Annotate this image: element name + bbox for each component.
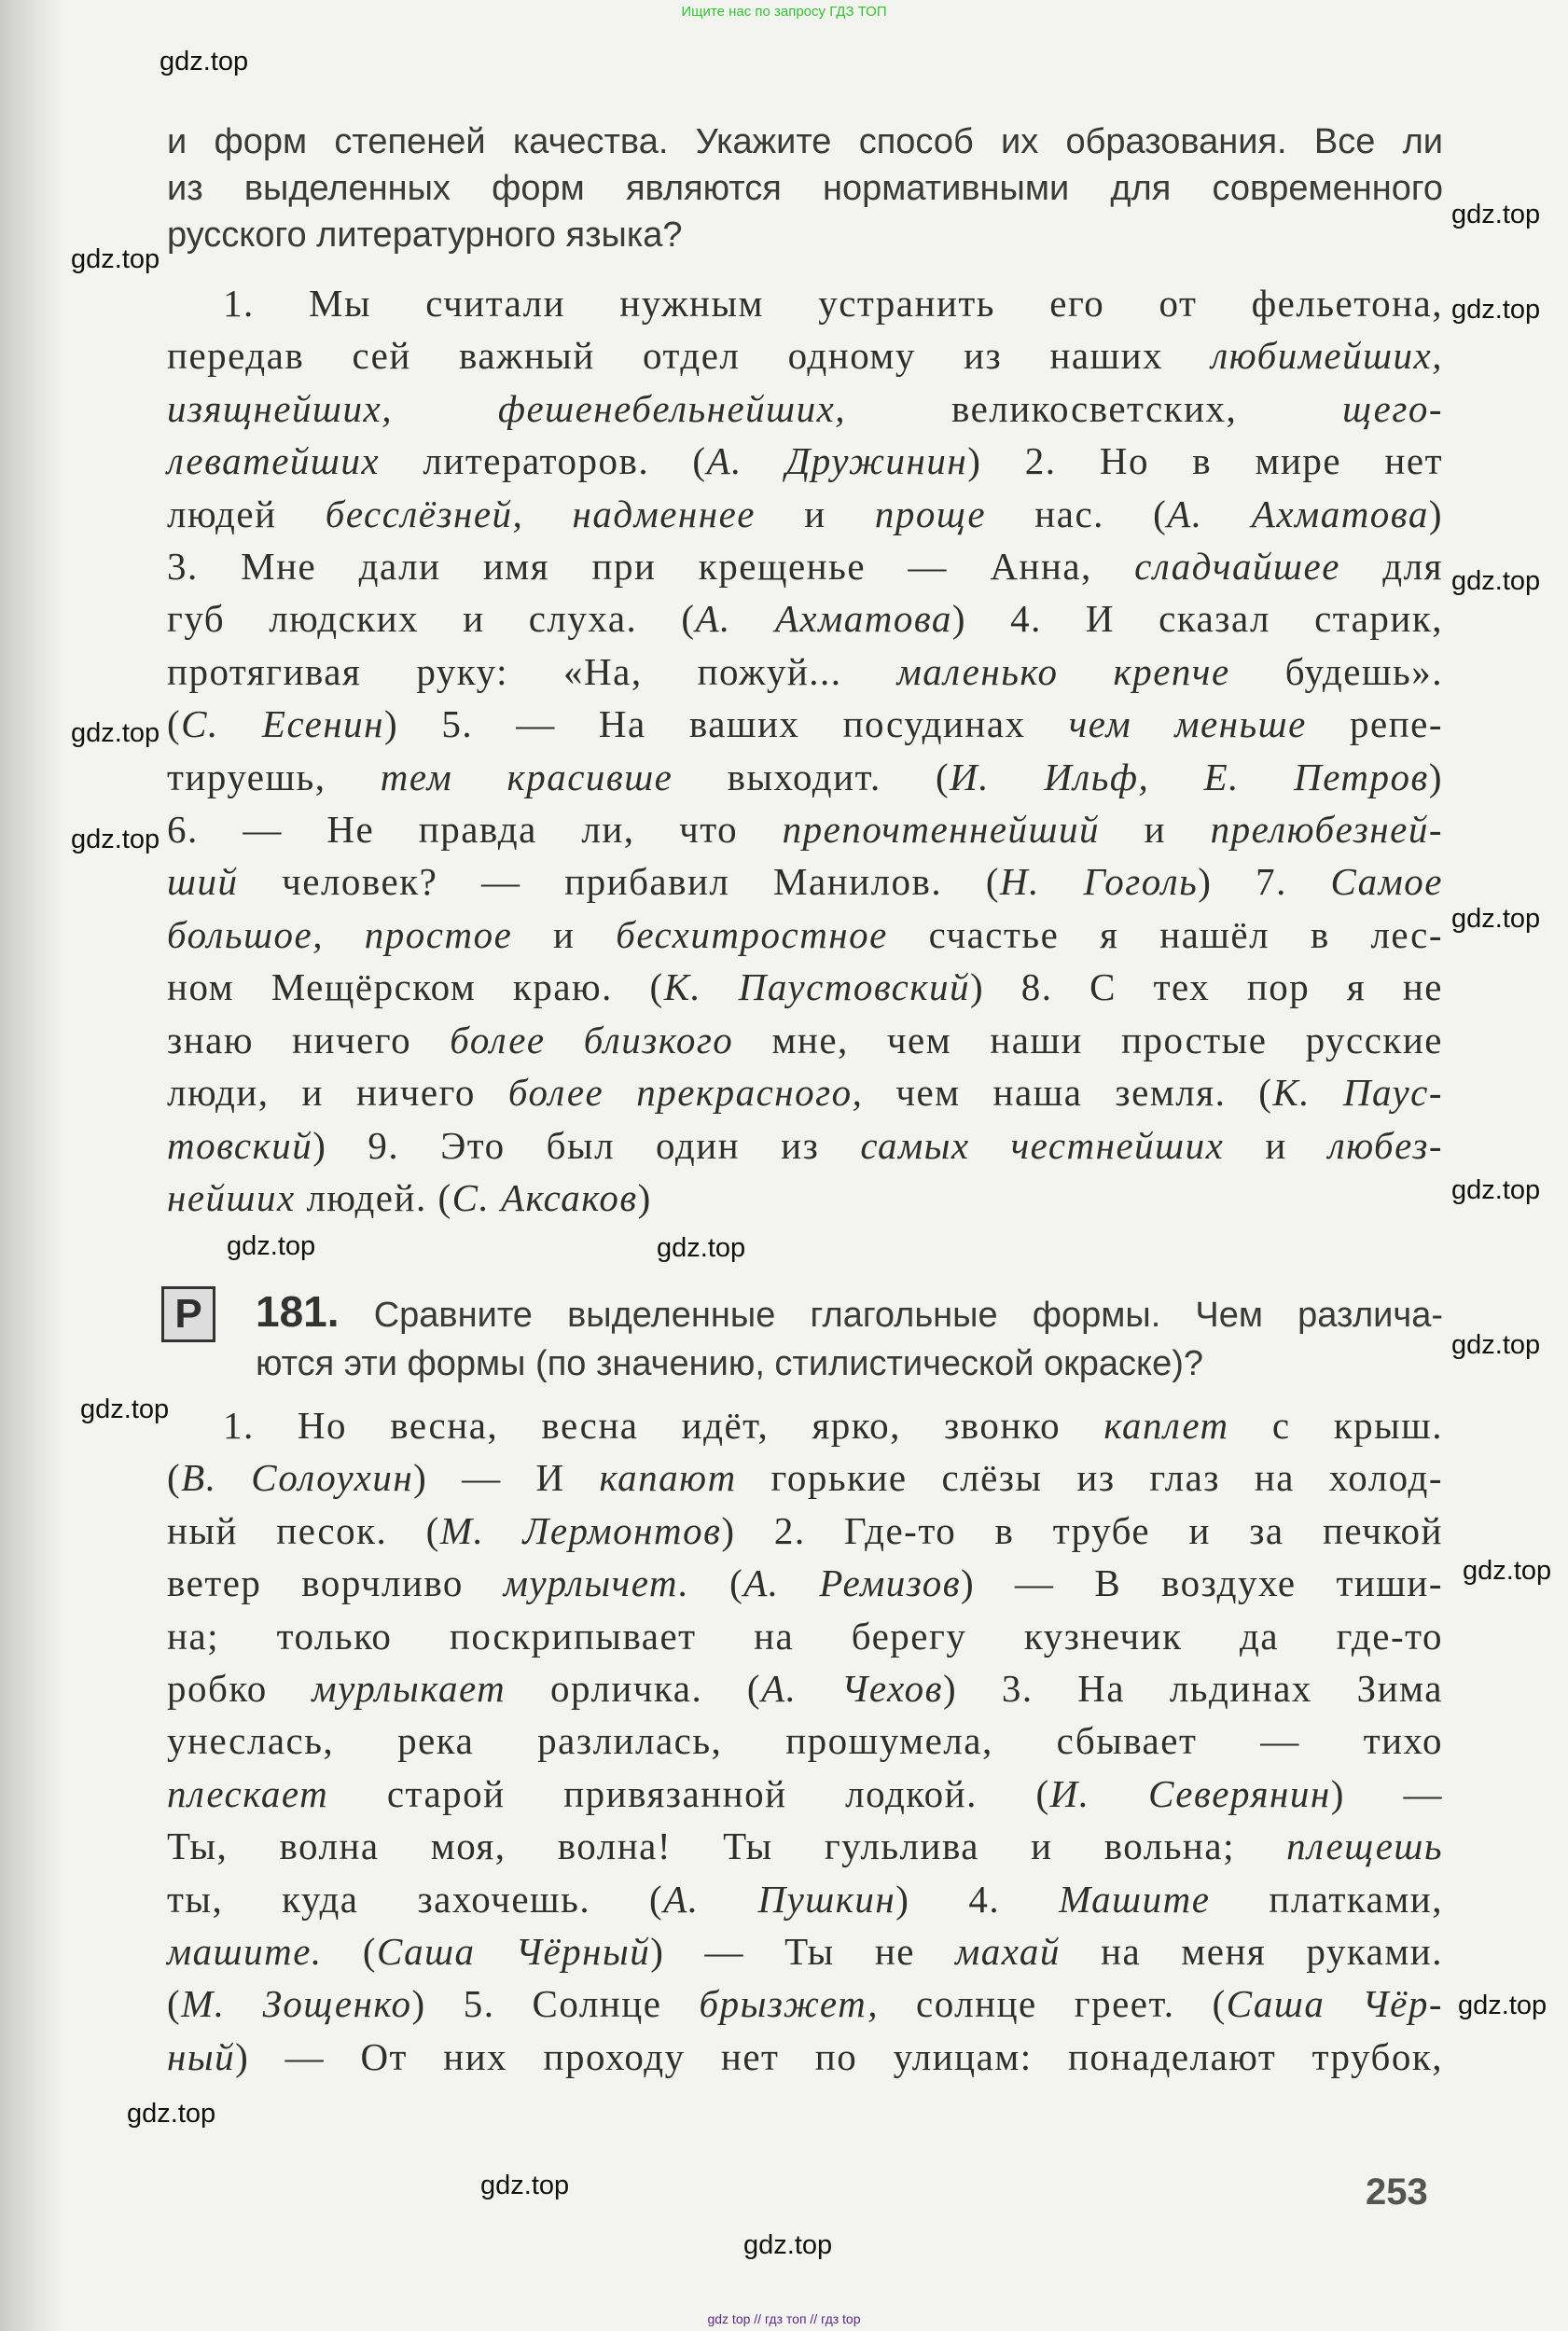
- text-segment: люди, и ничего: [167, 1071, 508, 1115]
- watermark: gdz.top: [743, 2230, 833, 2260]
- text-line: [167, 961, 1443, 1013]
- highlighted-form: щего-: [1342, 386, 1443, 430]
- text-segment: и: [1100, 808, 1211, 852]
- text-line: [167, 488, 1443, 540]
- text-segment: ) 2. Но в мире нет: [967, 439, 1443, 483]
- text-segment: ) 4.: [895, 1877, 1060, 1921]
- text-segment: робко: [167, 1667, 312, 1711]
- highlighted-form: самых честнейших: [860, 1123, 1225, 1167]
- text-line: [167, 329, 1443, 382]
- text-segment: ) 2. Где-то в трубе и за печкой: [721, 1508, 1443, 1552]
- highlighted-form: любимейших,: [1211, 334, 1443, 378]
- text-segment: протягивая руку: «На, пожуй...: [167, 649, 897, 693]
- watermark: gdz.top: [71, 244, 160, 274]
- highlighted-form: Машите: [1059, 1877, 1211, 1921]
- highlighted-form: махай: [955, 1930, 1061, 1974]
- text-segment: передав сей важный отдел одному из наших: [167, 334, 1212, 378]
- text-line: [167, 1399, 1443, 1451]
- text-segment: ) 9. Это был один из: [312, 1123, 861, 1167]
- highlighted-form: А. Дружинин: [706, 439, 968, 483]
- text-segment: ) 7.: [1198, 860, 1331, 904]
- text-line: [167, 1662, 1443, 1714]
- text-line: [167, 1451, 1443, 1504]
- highlighted-form: М. Лермонтов: [439, 1508, 722, 1552]
- exercise-badge: Р: [161, 1286, 215, 1342]
- text-segment: ) — В воздухе тиши-: [961, 1561, 1443, 1605]
- text-segment: и: [756, 492, 875, 535]
- text-segment: ): [1428, 492, 1443, 535]
- highlighted-form: мурлыкает: [312, 1667, 506, 1711]
- highlighted-form: А. Чехов: [761, 1667, 943, 1711]
- highlighted-form: В. Солоухин: [181, 1456, 414, 1500]
- highlighted-form: проще: [874, 492, 987, 535]
- highlighted-form: бесслёзней, надменнее: [325, 492, 756, 535]
- text-segment: орличка. (: [506, 1667, 762, 1711]
- text-segment: людей: [167, 492, 326, 535]
- text-segment: ветер ворчливо: [167, 1561, 504, 1605]
- exercise-task: [256, 1287, 1443, 1388]
- highlighted-form: чем меньше: [1068, 702, 1307, 746]
- text-segment: губ людских и слуха. (: [167, 597, 696, 641]
- highlighted-form: плескает: [167, 1771, 329, 1815]
- text-segment: солнце греет. (: [878, 1982, 1227, 2026]
- watermark: gdz.top: [480, 2171, 570, 2200]
- highlighted-form: Н. Гоголь: [1000, 860, 1199, 904]
- text-line: [167, 540, 1443, 592]
- text-segment: ) — И: [413, 1456, 600, 1500]
- text-segment: унеслась, река разлилась, прошумела, сбывает — тихо: [167, 1719, 1443, 1763]
- text-segment: выходит. (: [673, 755, 951, 798]
- text-line: [167, 382, 1443, 435]
- watermark: gdz.top: [1458, 1991, 1547, 2020]
- top-search-note: Ищите нас по запросу ГДЗ ТОП: [681, 4, 887, 20]
- highlighted-form: А. Пушкин: [663, 1877, 896, 1921]
- text-line: [167, 751, 1443, 803]
- text-line: [167, 1873, 1443, 1925]
- highlighted-form: Саша Чёрный: [376, 1930, 651, 1974]
- highlighted-form: ный: [167, 2034, 236, 2078]
- text-segment: 6. — Не правда ли, что: [167, 808, 783, 852]
- highlighted-form: машите.: [167, 1930, 323, 1974]
- text-segment: 1. Но весна, весна идёт, ярко, звонко: [223, 1404, 1104, 1447]
- text-segment: ный песок. (: [167, 1508, 440, 1552]
- highlighted-form: С. Есенин: [181, 702, 385, 746]
- highlighted-form: большое, простое: [167, 912, 513, 956]
- bottom-note: gdz top // гдз топ // гдз top: [707, 2311, 861, 2326]
- highlighted-form: И. Ильф, Е. Петров: [950, 755, 1429, 798]
- text-segment: (: [167, 1456, 182, 1500]
- watermark: gdz.top: [227, 1231, 316, 1261]
- highlighted-form: А. Ахматова: [1167, 492, 1429, 535]
- text-line: [167, 855, 1443, 908]
- page-number: 253: [1366, 2171, 1428, 2213]
- text-line: [167, 1557, 1443, 1609]
- highlighted-form: А. Ахматова: [695, 597, 952, 641]
- watermark: gdz.top: [1451, 1330, 1541, 1360]
- text-segment: (: [167, 1982, 182, 2026]
- highlighted-form: каплет: [1103, 1404, 1229, 1447]
- highlighted-form: А. Ремизов: [743, 1561, 962, 1605]
- text-segment: нас. (: [986, 492, 1168, 535]
- text-segment: человек? — прибавил Манилов. (: [238, 860, 1000, 904]
- highlighted-form: К. Паус-: [1272, 1071, 1444, 1115]
- highlighted-form: леватейших: [167, 439, 381, 483]
- text-segment: с крыш.: [1228, 1404, 1443, 1447]
- text-line: [167, 277, 1443, 329]
- text-segment: ) 5. Солнце: [411, 1982, 700, 2026]
- text-line: [167, 1925, 1443, 1977]
- page-edge-shadow: [0, 0, 65, 2331]
- examples-paragraph-2: [167, 1399, 1443, 2083]
- highlighted-form: мурлычет.: [503, 1561, 690, 1605]
- text-segment: ном Мещёрском краю. (: [167, 965, 664, 1009]
- text-line: [167, 1066, 1443, 1118]
- text-segment: ) 8. С тех пор я не: [970, 965, 1444, 1009]
- text-segment: (: [167, 702, 182, 746]
- watermark: gdz.top: [1451, 295, 1541, 325]
- text-segment: ) —: [1330, 1771, 1443, 1815]
- examples-paragraph-1: [167, 277, 1443, 1224]
- text-segment: 3. Мне дали имя при крещенье — Анна,: [167, 545, 1135, 589]
- task-line: [256, 1287, 1443, 1339]
- highlighted-form: тем красивше: [380, 755, 673, 798]
- highlighted-form: более близкого: [450, 1018, 734, 1061]
- intro-line: и форм степеней качества. Укажите способ их образования. Все ли: [167, 122, 1443, 161]
- highlighted-form: И. Северянин: [1049, 1771, 1331, 1815]
- text-segment: на; только поскрипывает на берегу кузнечик да где-то: [167, 1614, 1443, 1658]
- highlighted-form: маленько крепче: [896, 649, 1230, 693]
- text-line: [167, 1768, 1443, 1820]
- text-segment: знаю ничего: [167, 1018, 451, 1061]
- watermark: gdz.top: [657, 1233, 746, 1263]
- text-segment: людей. (: [295, 1175, 452, 1219]
- watermark: gdz.top: [1451, 1175, 1541, 1205]
- text-segment: ) 3. На льдинах Зима: [942, 1667, 1443, 1711]
- watermark: gdz.top: [1451, 566, 1541, 596]
- intro-text: [167, 118, 1443, 258]
- text-segment: литераторов. (: [380, 439, 707, 483]
- text-line: [167, 1172, 1443, 1224]
- task-line: ются эти формы (по значению, стилистической окраске)?: [256, 1344, 1203, 1383]
- text-line: [167, 645, 1443, 698]
- highlighted-form: изящнейших, фешенебельнейших,: [167, 386, 847, 430]
- highlighted-form: ший: [167, 860, 239, 904]
- text-segment: ) — От них проходу нет по улицам: понаделают трубок,: [235, 2034, 1443, 2078]
- highlighted-form: сладчайшее: [1134, 545, 1340, 589]
- text-segment: ты, куда захочешь. (: [167, 1877, 664, 1921]
- text-line: [167, 1119, 1443, 1172]
- text-segment: ): [637, 1175, 652, 1219]
- text-line: [167, 909, 1443, 961]
- text-segment: мне, чем наши простые русские: [733, 1018, 1443, 1061]
- highlighted-form: К. Паустовский: [663, 965, 971, 1009]
- text-segment: репе-: [1306, 702, 1444, 746]
- text-line: [167, 1714, 1443, 1767]
- text-segment: 1. Мы считали нужным устранить его от фельетона,: [223, 282, 1443, 325]
- text-segment: старой привязанной лодкой. (: [328, 1771, 1050, 1815]
- watermark: gdz.top: [71, 825, 160, 854]
- text-line: [167, 592, 1443, 645]
- text-segment: счастье я нашёл в лес-: [887, 912, 1443, 956]
- watermark: gdz.top: [1463, 1556, 1552, 1586]
- text-line: [167, 1977, 1443, 2030]
- highlighted-form: Саша Чёр-: [1226, 1982, 1443, 2026]
- watermark: gdz.top: [71, 718, 160, 748]
- text-line: [167, 803, 1443, 855]
- text-segment: ) 4. И сказал старик,: [951, 597, 1443, 641]
- highlighted-form: С. Аксаков: [451, 1175, 638, 1219]
- text-segment: для: [1339, 545, 1443, 589]
- text-segment: на меня руками.: [1060, 1930, 1443, 1974]
- text-line: [167, 2031, 1443, 2083]
- text-line: [167, 1610, 1443, 1662]
- highlighted-form: нейших: [167, 1175, 296, 1219]
- highlighted-form: бесхитростное: [616, 912, 888, 956]
- text-segment: ) — Ты не: [650, 1930, 956, 1974]
- highlighted-form: капают: [599, 1456, 737, 1500]
- text-line: [167, 435, 1443, 487]
- text-segment: ): [1428, 755, 1443, 798]
- text-line: [167, 1505, 1443, 1557]
- watermark: gdz.top: [80, 1394, 170, 1424]
- text-line: [167, 698, 1443, 750]
- text-segment: платками,: [1210, 1877, 1443, 1921]
- text-segment: и: [1224, 1123, 1328, 1167]
- text-segment: великосветских,: [846, 386, 1343, 430]
- highlighted-form: любез-: [1327, 1123, 1443, 1167]
- task-text: Сравните выделенные глагольные формы. Чем различа-: [373, 1296, 1443, 1335]
- highlighted-form: плещешь: [1286, 1825, 1443, 1868]
- watermark: gdz.top: [160, 47, 249, 76]
- text-segment: Ты, волна моя, волна! Ты гульлива и вольна;: [167, 1825, 1287, 1868]
- text-segment: тируешь,: [167, 755, 381, 798]
- text-segment: чем наша земля. (: [863, 1071, 1273, 1115]
- highlighted-form: Самое: [1330, 860, 1444, 904]
- text-segment: (: [322, 1930, 377, 1974]
- text-segment: (: [689, 1561, 744, 1605]
- text-line: [167, 1820, 1443, 1872]
- highlighted-form: препочтеннейший: [782, 808, 1101, 852]
- highlighted-form: товский: [167, 1123, 313, 1167]
- highlighted-form: прелюбезней-: [1210, 808, 1443, 852]
- intro-line: русского литературного языка?: [167, 215, 683, 255]
- intro-line: из выделенных форм являются нормативными для современного: [167, 169, 1443, 208]
- highlighted-form: М. Зощенко: [181, 1982, 412, 2026]
- exercise-number: 181.: [256, 1287, 340, 1336]
- text-segment: и: [512, 912, 617, 956]
- text-line: [167, 1014, 1443, 1066]
- highlighted-form: брызжет,: [699, 1982, 879, 2026]
- text-segment: ) 5. — На ваших посудинах: [384, 702, 1069, 746]
- watermark: gdz.top: [127, 2099, 216, 2129]
- text-segment: горькие слёзы из глаз на холод-: [736, 1456, 1444, 1500]
- watermark: gdz.top: [1451, 904, 1541, 934]
- watermark: gdz.top: [1451, 200, 1541, 229]
- text-segment: будешь».: [1229, 649, 1443, 693]
- highlighted-form: более прекрасного,: [507, 1071, 864, 1115]
